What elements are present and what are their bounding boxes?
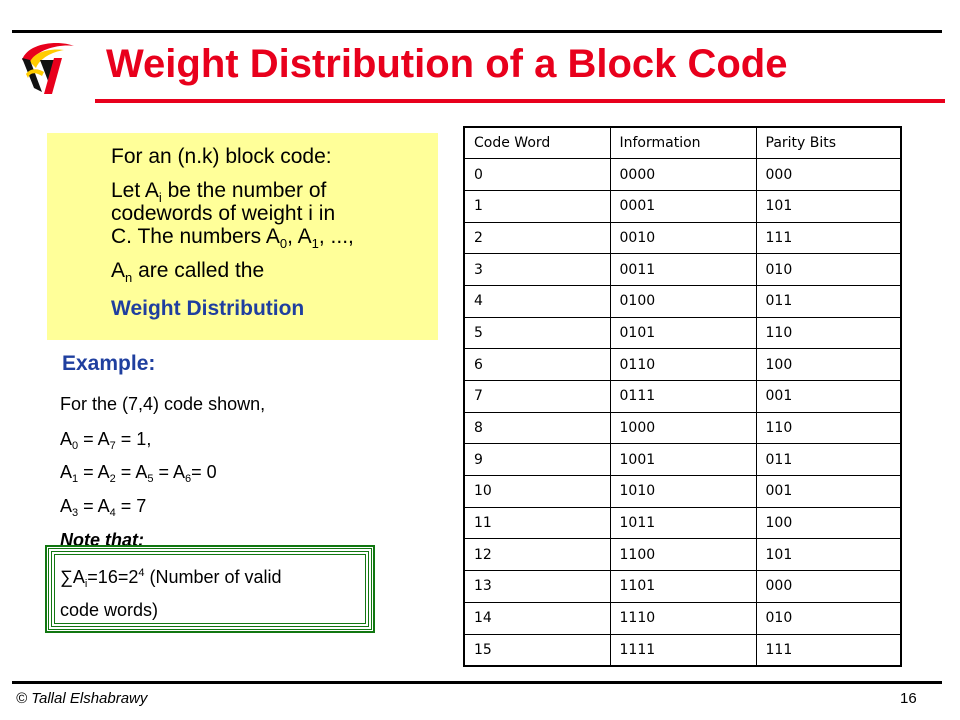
cell-parity-bits: 111 xyxy=(756,222,901,254)
table-row xyxy=(464,539,901,571)
cell-information: 0111 xyxy=(610,381,756,413)
cell-parity-bits: 001 xyxy=(756,381,901,413)
cell-code-word: 12 xyxy=(464,539,610,571)
cell-code-word: 4 xyxy=(464,285,610,317)
table-row xyxy=(464,159,901,191)
cell-code-word: 6 xyxy=(464,349,610,381)
table-header-row xyxy=(464,127,901,159)
cell-code-word: 14 xyxy=(464,602,610,634)
cell-information: 1101 xyxy=(610,571,756,603)
sum-equation: $\sum A_i=16=2^4$ (Number of valid xyxy=(60,567,282,590)
example-intro: For the (7,4) code shown, xyxy=(60,394,266,414)
table-row xyxy=(464,349,901,381)
cell-code-word: 15 xyxy=(464,634,610,666)
cell-parity-bits: 101 xyxy=(756,539,901,571)
cell-information: 1110 xyxy=(610,602,756,634)
cell-information: 0110 xyxy=(610,349,756,381)
cell-parity-bits: 100 xyxy=(756,507,901,539)
cell-parity-bits: 111 xyxy=(756,634,901,666)
definition-intro: For an (n.k) block code: xyxy=(111,145,332,168)
weight-distribution-term: Weight Distribution xyxy=(111,297,305,320)
table-row xyxy=(464,634,901,666)
top-rule xyxy=(12,30,942,33)
cell-parity-bits: 110 xyxy=(756,317,901,349)
cell-code-word: 3 xyxy=(464,254,610,286)
definition-line-4: $A_n$ are called the xyxy=(111,259,265,285)
table-row xyxy=(464,317,901,349)
cell-code-word: 1 xyxy=(464,190,610,222)
table-row xyxy=(464,507,901,539)
equation-a0-a7: $A_0 = A_7 = 1$, xyxy=(60,429,152,452)
table-row xyxy=(464,476,901,508)
header-information: Information xyxy=(610,127,756,159)
table-row xyxy=(464,285,901,317)
cell-parity-bits: 100 xyxy=(756,349,901,381)
cell-parity-bits: 001 xyxy=(756,476,901,508)
cell-parity-bits: 110 xyxy=(756,412,901,444)
cell-information: 1000 xyxy=(610,412,756,444)
definition-line-2: codewords of weight i in xyxy=(111,202,336,225)
cell-information: 0100 xyxy=(610,285,756,317)
table-row xyxy=(464,444,901,476)
table-row xyxy=(464,381,901,413)
cell-code-word: 7 xyxy=(464,381,610,413)
title-underline xyxy=(95,99,945,103)
cell-parity-bits: 011 xyxy=(756,285,901,317)
cell-information: 1010 xyxy=(610,476,756,508)
table-row xyxy=(464,254,901,286)
header-parity-bits: Parity Bits xyxy=(756,127,901,159)
table-row xyxy=(464,222,901,254)
table-row xyxy=(464,571,901,603)
cell-code-word: 13 xyxy=(464,571,610,603)
definition-line-1: Let $A_i$ be the number of xyxy=(111,179,327,205)
definition-line-3: C. The numbers $A_0$, $A_1$, ..., xyxy=(111,225,354,251)
example-heading: Example: xyxy=(62,352,156,375)
bottom-rule xyxy=(12,681,942,684)
cell-information: 0010 xyxy=(610,222,756,254)
table-row xyxy=(464,602,901,634)
cell-information: 1111 xyxy=(610,634,756,666)
page-title: Weight Distribution of a Block Code xyxy=(106,42,788,86)
sum-equation-line-2: code words) xyxy=(60,600,159,620)
cell-parity-bits: 000 xyxy=(756,571,901,603)
university-logo-icon xyxy=(16,38,80,100)
cell-parity-bits: 000 xyxy=(756,159,901,191)
cell-parity-bits: 010 xyxy=(756,602,901,634)
cell-information: 1001 xyxy=(610,444,756,476)
copyright-footer: © Tallal Elshabrawy xyxy=(16,690,148,707)
cell-code-word: 10 xyxy=(464,476,610,508)
cell-information: 1100 xyxy=(610,539,756,571)
cell-parity-bits: 101 xyxy=(756,190,901,222)
equation-a3-a4: $A_3 = A_4 = 7$ xyxy=(60,496,147,519)
cell-code-word: 2 xyxy=(464,222,610,254)
cell-code-word: 0 xyxy=(464,159,610,191)
code-word-table xyxy=(463,126,902,667)
note-label: Note that: xyxy=(60,530,144,550)
page-number: 16 xyxy=(900,690,917,707)
cell-code-word: 11 xyxy=(464,507,610,539)
cell-parity-bits: 010 xyxy=(756,254,901,286)
table-row xyxy=(464,412,901,444)
table-row xyxy=(464,190,901,222)
cell-parity-bits: 011 xyxy=(756,444,901,476)
equation-a1-a2-a5-a6: $A_1 = A_2 = A_5 = A_6= 0$ xyxy=(60,462,217,485)
cell-code-word: 5 xyxy=(464,317,610,349)
cell-code-word: 8 xyxy=(464,412,610,444)
cell-information: 0011 xyxy=(610,254,756,286)
cell-information: 0001 xyxy=(610,190,756,222)
header-code-word: Code Word xyxy=(464,127,610,159)
cell-code-word: 9 xyxy=(464,444,610,476)
cell-information: 0000 xyxy=(610,159,756,191)
cell-information: 0101 xyxy=(610,317,756,349)
cell-information: 1011 xyxy=(610,507,756,539)
